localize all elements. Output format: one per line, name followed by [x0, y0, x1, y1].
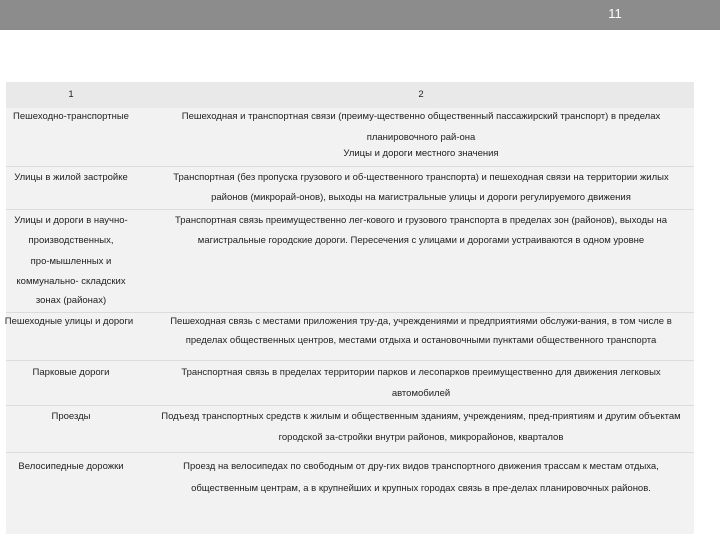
row4-col1-line3: про-мышленных и	[30, 256, 112, 267]
row4-col1-line1: Улицы и дороги в научно-	[14, 215, 128, 226]
row1-col2-line1: Пешеходная и транспортная связи (преиму-щественно общественный пассажирский транспорт) в пределах	[181, 111, 661, 122]
row8-col2-line2: общественным центрам, а в крупнейших и крупных городах связь в пре-делах планировочных районов.	[191, 483, 651, 494]
row5-col1: Пешеходные улицы и дороги	[4, 316, 134, 327]
row3-col2-line1: Транспортная (без пропуска грузового и об-щественного транспорта) и пешеходная связи на территории жилых	[173, 172, 669, 183]
row-separator	[6, 360, 694, 361]
header-col1: 1	[68, 89, 74, 100]
row7-col1: Проезды	[51, 411, 91, 422]
row4-col1-line4: коммунально- складских	[16, 276, 126, 287]
row7-col2-line1: Подъезд транспортных средств к жилым и общественным зданиям, учреждениям, пред-приятиям и другим объектам	[161, 411, 681, 422]
row4-col1-line5: зонах (районах)	[35, 295, 107, 306]
row4-col1-line2: производственных,	[28, 235, 114, 246]
row1-col2-line2: планировочного рай-она	[366, 132, 476, 143]
row5-col2-line1: Пешеходная связь с местами приложения тру-да, учреждениями и предприятиями обслужи-вания, в том числе в	[170, 316, 672, 327]
row5-col2-line2: пределах общественных центров, местами отдыха и остановочными пунктами общественного транспорта	[185, 335, 657, 346]
top-bar	[0, 0, 720, 30]
row3-col1: Улицы в жилой застройке	[14, 172, 128, 183]
row6-col2-line1: Транспортная связь в пределах территории парков и лесопарков преимущественно для движения легковых	[181, 367, 661, 378]
row6-col1: Парковые дороги	[32, 367, 110, 378]
row3-col2-line2: районов (микрорай-онов), выходы на магистральные улицы и дороги регулируемого движения	[211, 192, 631, 203]
row1-col1: Пешеходно-транспортные	[13, 111, 129, 122]
row-separator	[6, 452, 694, 453]
page-number: 11	[608, 6, 622, 21]
row6-col2-line2: автомобилей	[391, 388, 451, 399]
row4-col2-line2: магистральные городские дороги. Пересечения с улицами и дорогами устраиваются в одном уровне	[197, 235, 645, 246]
row8-col2-line1: Проезд на велосипедах по свободным от дру-гих видов транспортного движения трассам к местам отдыха,	[183, 461, 659, 472]
row4-col2-line1: Транспортная связь преимущественно лег-кового и грузового транспорта в пределах зон (районов), выходы на	[175, 215, 667, 226]
row7-col2-line2: городской за-стройки внутри районов, микрорайонов, кварталов	[278, 432, 564, 443]
row2-col2-line1: Улицы и дороги местного значения	[343, 148, 499, 159]
row8-col1: Велосипедные дорожки	[18, 461, 124, 472]
header-col2: 2	[418, 89, 424, 100]
